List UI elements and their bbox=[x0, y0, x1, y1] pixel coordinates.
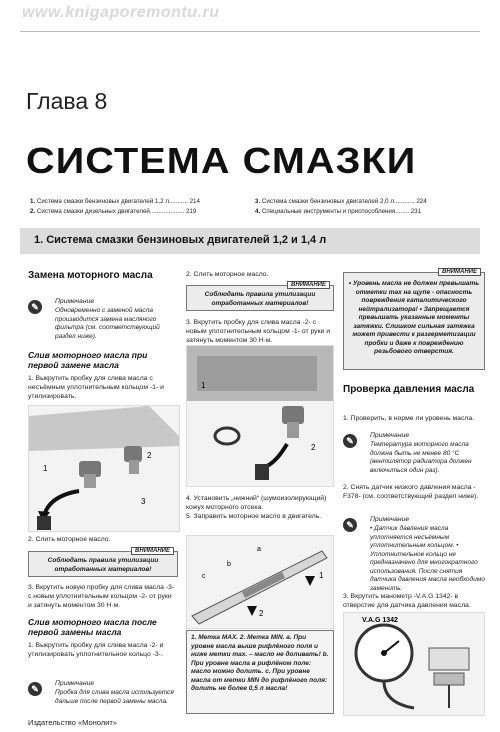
warning-box bbox=[186, 282, 334, 311]
label-1: 1 bbox=[201, 381, 206, 390]
step-install-gauge: 3. Вкрутить манометр -V.A.G 1342- в отверстие для датчика давления масла. bbox=[343, 593, 471, 609]
note-heading: Примечание bbox=[370, 432, 410, 439]
caption-text: 1. Метка MAX. 2. Метка MIN. a. При уровне масла выше рифлёного поля и ниже метки max. – масло не доливать! b. При уровне масла в рифлёном поле: масло можно долить. c. При уровне масла от метки MIN до рифлёного поля: долить не более 0,5 л масла! bbox=[191, 634, 329, 692]
dipstick-caption bbox=[186, 630, 334, 714]
step-check-level: 1. Проверить, в норме ли уровень масла. bbox=[343, 415, 474, 422]
step-fill-oil: 5. Заправить моторное масло в двигатель. bbox=[186, 513, 322, 520]
step-drain-oil: 2. Слить моторное масло. bbox=[28, 536, 111, 543]
after-first-drain-subheading: Слив моторного масла после первой замены масла bbox=[28, 617, 157, 637]
label-b: b bbox=[227, 561, 231, 568]
toc-item[interactable]: 4. Специальные инструменты и приспособления........ 231 bbox=[255, 208, 422, 215]
dipstick-illustration bbox=[187, 536, 333, 628]
note-body: Пробка для слива масла используется дальше после первой замены масла. bbox=[55, 689, 174, 705]
toc-item[interactable]: 1. Система смазки бензиновых двигателей 1,2 л........... 214 bbox=[30, 198, 200, 205]
step-remove-sensor: 2. Снять датчик низкого давления масла -F378- (см. соответствующий раздел ниже). bbox=[343, 484, 479, 500]
publisher-footer: Издательство «Монолит» bbox=[28, 718, 117, 727]
warning-tag: ВНИМАНИЕ bbox=[131, 547, 174, 555]
note-body: • Датчик давления масла уплотняется несъёмным уплотнительным кольцом. • Уплотнительное кольцо не предназначено для многократного использования. После снятия датчика давления масла необходимо заменить. bbox=[370, 525, 485, 592]
section-header bbox=[20, 228, 480, 254]
label-c: c bbox=[202, 573, 206, 580]
step-unscrew-plug-2: 1. Выкрутить пробку для слива масла -2- и утилизировать уплотнительное кольцо -3-. bbox=[28, 642, 164, 658]
first-drain-subheading: Слив моторного масла при первой замене масла bbox=[28, 350, 148, 370]
warning-text: • Уровень масла не должен превышать отметки max на щупе - опасность повреждения каталитического нейтрализатора! • Запрещается превышать указанные моменты затяжки. Слишком сильная затяжка может привести к разгерметизации пробки и даже к повреждению резьбового отверстия. bbox=[348, 280, 480, 355]
label-2: 2 bbox=[311, 443, 316, 452]
site-watermark: www.knigaporemontu.ru bbox=[22, 4, 220, 21]
warning-tag: ВНИМАНИЕ bbox=[438, 268, 481, 276]
chapter-label: Глава 8 bbox=[26, 88, 108, 114]
note-heading: Примечание bbox=[55, 680, 95, 687]
label-a: a bbox=[257, 546, 261, 553]
gauge-label: V.A.G 1342 bbox=[362, 617, 398, 624]
step-new-plug: 3. Вкрутить новую пробку для слива масла -3- с новым уплотнительным кольцом -2- от руки и затянуть моментом 30 Н·м. bbox=[28, 584, 175, 609]
note-body: Температура моторного масла должна быть не менее 80 °С (вентилятор радиатора должен включиться один раз). bbox=[370, 441, 472, 474]
step-unscrew-plug: 1. Выкрутить пробку для слива масла с несъёмным уплотнительным кольцом -1- и утилизировать. bbox=[28, 375, 164, 400]
toc-item[interactable]: 2. Система смазки дизельных двигателей.................... 219 bbox=[30, 208, 197, 215]
note-heading: Примечание bbox=[55, 298, 95, 305]
step-install-cover: 4. Установить „нижний“ (шумоизолирующий) кожух моторного отсека. bbox=[186, 495, 327, 511]
toc-item[interactable]: 3. Система смазки бензиновых двигателей 2,0 л............ 224 bbox=[255, 198, 427, 205]
oil-pressure-heading: Проверка давления масла bbox=[343, 384, 475, 395]
label-2: 2 bbox=[259, 609, 264, 618]
dipstick-figure bbox=[186, 535, 334, 629]
note-icon: ✎ bbox=[343, 518, 357, 532]
oil-change-heading: Замена моторного масла bbox=[28, 270, 153, 281]
drain-plug-illustration bbox=[29, 406, 179, 531]
note-body: Одновременно с заменой масла производится замена масляного фильтра (см. соответствующий раздел ниже). bbox=[55, 307, 160, 340]
step-drain-oil-2: 2. Слить моторное масло. bbox=[186, 271, 269, 278]
note-icon: ✎ bbox=[28, 300, 42, 314]
label-1: 1 bbox=[43, 464, 48, 473]
drain-plug-figure bbox=[28, 405, 180, 532]
step-screw-plug: 3. Вкрутить пробку для слива масла -2- с новым уплотнительным кольцом -1- от руки и затянуть моментом 30 Н·м. bbox=[186, 319, 331, 344]
note-icon: ✎ bbox=[28, 682, 42, 696]
chapter-title: СИСТЕМА СМАЗКИ bbox=[26, 140, 417, 181]
note-icon: ✎ bbox=[343, 434, 357, 448]
label-1: 1 bbox=[319, 571, 324, 580]
label-2: 2 bbox=[147, 451, 152, 460]
label-3: 3 bbox=[141, 497, 146, 506]
pressure-gauge-figure bbox=[343, 612, 485, 716]
warning-box bbox=[343, 269, 485, 370]
note-heading: Примечание bbox=[370, 516, 410, 523]
pressure-gauge-illustration bbox=[344, 613, 484, 715]
warning-text: Соблюдать правила утилизации отработанных материалов! bbox=[204, 291, 316, 307]
section-title: 1. Система смазки бензиновых двигателей 1,2 и 1,4 л bbox=[34, 234, 327, 246]
toc-right bbox=[255, 197, 485, 217]
warning-text: Соблюдать правила утилизации отработанных материалов! bbox=[47, 557, 159, 573]
warning-tag: ВНИМАНИЕ bbox=[287, 281, 330, 289]
engine-underside-figure bbox=[186, 345, 334, 487]
toc-left bbox=[30, 197, 245, 217]
engine-underside-illustration bbox=[187, 346, 333, 486]
top-rule bbox=[20, 31, 480, 32]
warning-box bbox=[28, 548, 178, 577]
